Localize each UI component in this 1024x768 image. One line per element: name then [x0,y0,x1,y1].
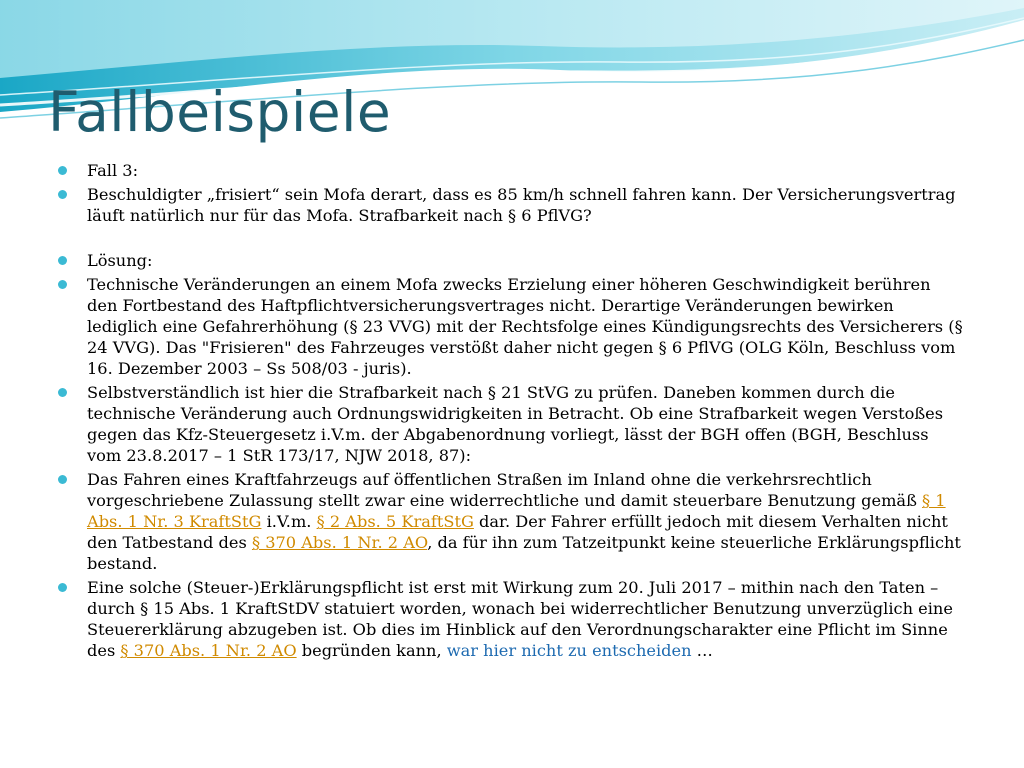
bullet-text-part: Eine solche (Steuer-)Erklärungspflicht ist erst mit Wirkung zum 20. Juli 2017 – mithin nach den Taten – durch § 15 Abs. 1 KraftStDV statuiert worden, wonach bei widerrechtlicher Benutzung unverzüglich eine Steuererklärung abzugeben ist. Ob dies im Hinblick auf den Verordnungscharakter eine Pflicht im Sinne des [87,578,953,660]
law-link-ao-370[interactable]: § 370 Abs. 1 Nr. 2 AO [251,533,428,552]
bullet-text: Technische Veränderungen an einem Mofa zwecks Erzielung einer höheren Geschwindigkeit berühren den Fortbestand des Haftpflichtversicherungsvertrages nicht. Derartige Veränderungen bewirken lediglich eine Gefahrerhöhung (§ 23 VVG) mit der Rechtsfolge eines Kündigungsrechts des Versicherers (§ 24 VVG). Das "Frisieren" des Fahrzeuges verstößt daher nicht gegen § 6 PflVG (OLG Köln, Beschluss vom 16. Dezember 2003 – Ss 508/03 - juris). [87,275,963,378]
highlighted-text: war hier nicht zu entscheiden [446,641,692,660]
bullet-text-part: , da für ihn zum Tatzeitpunkt keine steuerliche Erklärungspflicht bestand. [87,533,961,573]
bullet-item [58,382,963,466]
bullet-item [58,250,963,271]
bullet-dot-icon [58,583,67,592]
bullet-text: Lösung: [87,251,153,270]
bullet-item [58,577,963,661]
bullet-item [58,184,963,226]
bullet-text-part: dar. Der Fahrer erfüllt jedoch mit diesem Verhalten nicht den Tatbestand des [87,512,948,552]
bullet-text-part: begründen kann, [296,641,447,660]
bullet-item [58,274,963,379]
slide-content [58,160,963,664]
bullet-text-part: … [691,641,713,660]
bullet-dot-icon [58,256,67,265]
bullet-dot-icon [58,280,67,289]
law-link-kraftstg-1[interactable]: § 1 Abs. 1 Nr. 3 KraftStG [87,491,946,531]
bullet-text: Fall 3: [87,161,139,180]
bullet-text: Selbstverständlich ist hier die Strafbarkeit nach § 21 StVG zu prüfen. Daneben kommen durch die technische Veränderung auch Ordnungswidrigkeiten in Betracht. Ob eine Strafbarkeit wegen Verstoßes gegen das Kfz-Steuergesetz i.V.m. der Abgabenordnung vorliegt, lässt der BGH offen (BGH, Beschluss vom 23.8.2017 – 1 StR 173/17, NJW 2018, 87): [87,383,944,465]
bullet-item [58,469,963,574]
bullet-dot-icon [58,166,67,175]
law-link-ao-370-second[interactable]: § 370 Abs. 1 Nr. 2 AO [120,641,297,660]
bullet-dot-icon [58,388,67,397]
bullet-dot-icon [58,190,67,199]
bullet-text-part: Das Fahren eines Kraftfahrzeugs auf öffentlichen Straßen im Inland ohne die verkehrsrechtlich vorgeschriebene Zulassung stellt zwar eine widerrechtliche und damit steuerbare Benutzung gemäß [87,470,923,510]
bullet-dot-icon [58,475,67,484]
law-link-kraftstg-2[interactable]: § 2 Abs. 5 KraftStG [316,512,474,531]
bullet-item [58,160,963,181]
slide-title: Fallbeispiele [48,80,392,144]
bullet-text-part: i.V.m. [261,512,317,531]
bullet-text: Beschuldigter „frisiert“ sein Mofa derart, dass es 85 km/h schnell fahren kann. Der Versicherungsvertrag läuft natürlich nur für das Mofa. Strafbarkeit nach § 6 PflVG? [87,185,956,225]
